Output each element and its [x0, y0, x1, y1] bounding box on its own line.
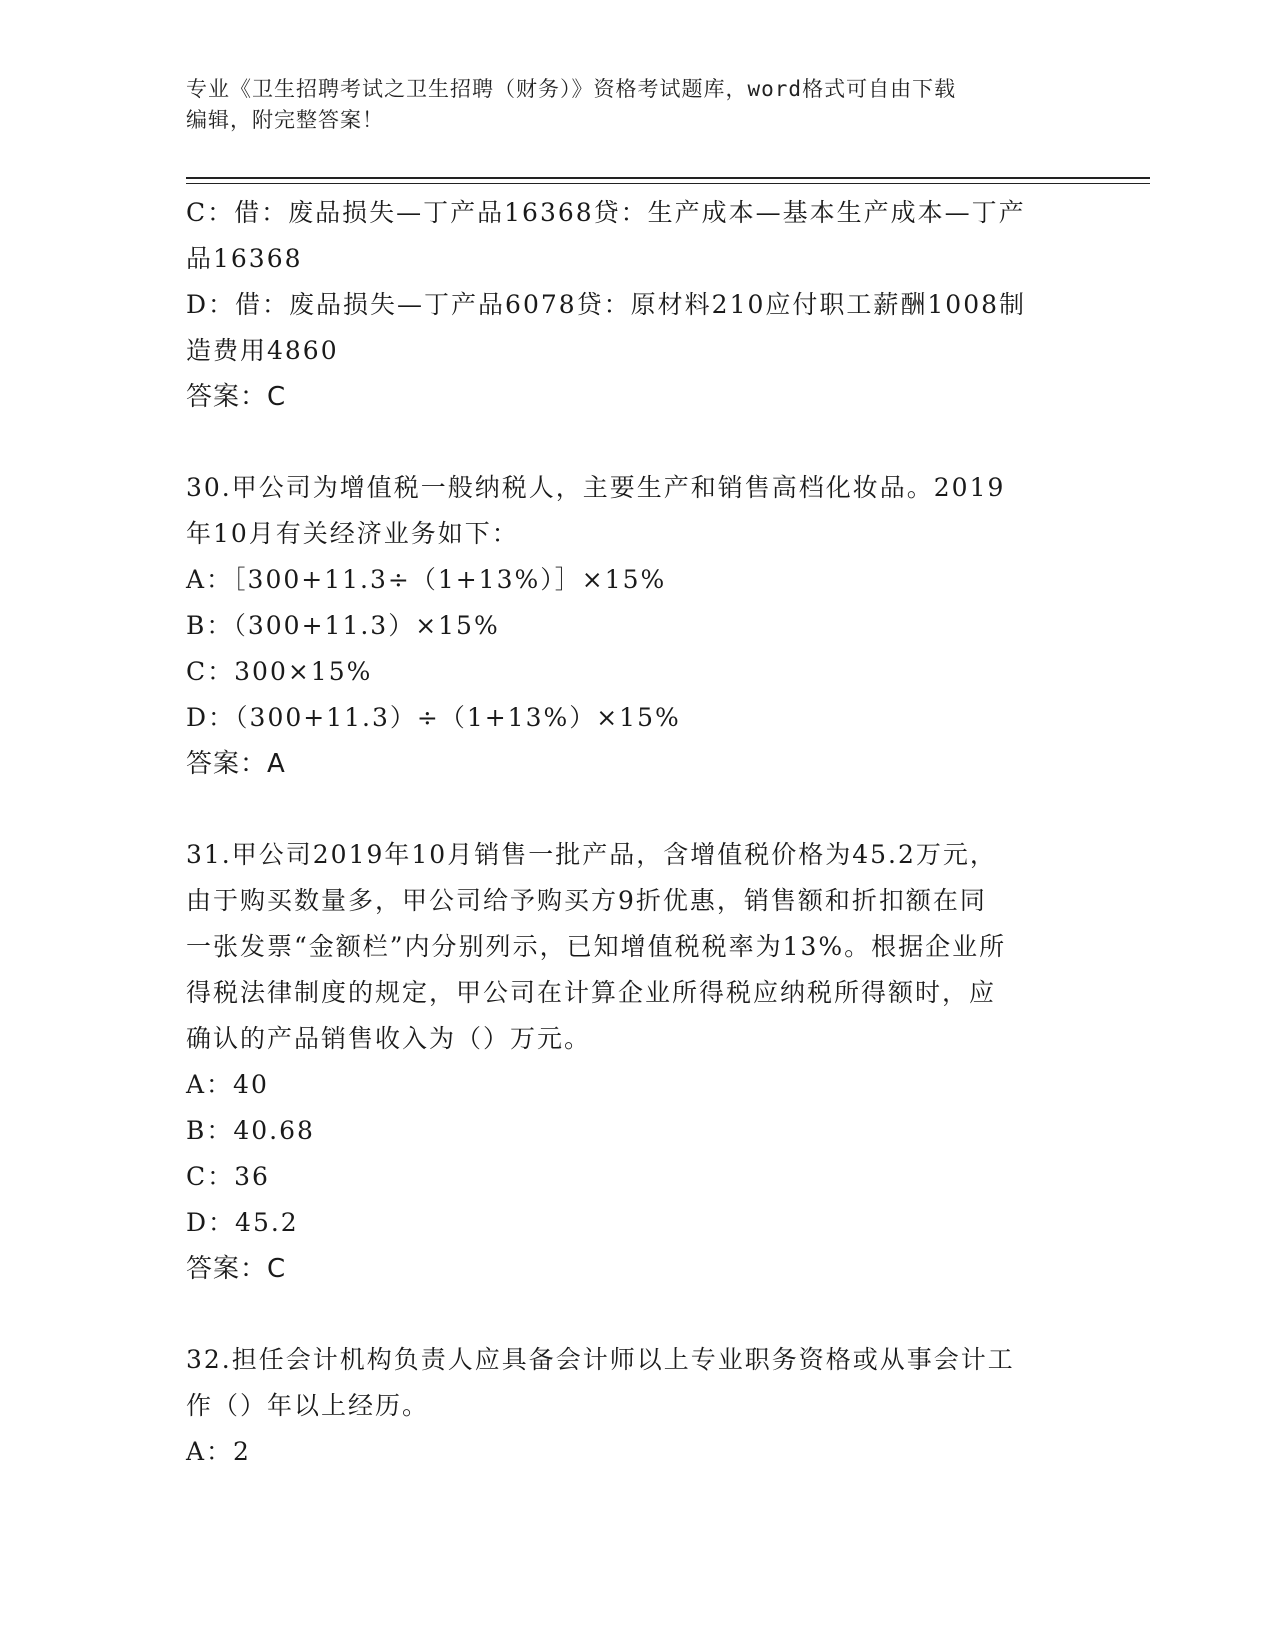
option-text: 品16368 [186, 244, 303, 273]
header-line-1: 专业《卫生招聘考试之卫生招聘（财务）》资格考试题库，word格式可自由下载 [186, 77, 957, 101]
question-stem: 确认的产品销售收入为（）万元。 [186, 1024, 592, 1053]
header-divider-thin [186, 183, 1150, 184]
question-stem: 一张发票“金额栏”内分别列示，已知增值税税率为13%。根据企业所 [186, 932, 1007, 961]
answer-line: 答案：C [186, 1254, 287, 1284]
option-b: B：（300+11.3）×15% [186, 611, 500, 640]
option-d: D：45.2 [186, 1208, 299, 1237]
question-30 [186, 465, 1086, 787]
option-text: 造费用4860 [186, 336, 339, 365]
option-c: C：36 [186, 1162, 270, 1191]
question-stem: 年10月有关经济业务如下： [186, 519, 519, 548]
question-stem: 得税法律制度的规定，甲公司在计算企业所得税应纳税所得额时，应 [186, 978, 997, 1007]
option-a: A：40 [186, 1070, 269, 1099]
question-stem: 由于购买数量多，甲公司给予购买方9折优惠，销售额和折扣额在同 [186, 886, 987, 915]
option-text: D：借：废品损失—丁产品6078贷：原材料210应付职工薪酬1008制 [186, 290, 1027, 319]
option-d: D：（300+11.3）÷（1+13%）×15% [186, 703, 681, 732]
question-31 [186, 832, 1086, 1292]
answer-line: 答案：A [186, 749, 286, 779]
option-a: A：［300+11.3÷（1+13%）］×15% [186, 565, 667, 594]
document-header [186, 74, 1086, 136]
question-stem: 32.担任会计机构负责人应具备会计师以上专业职务资格或从事会计工 [186, 1345, 1015, 1374]
header-line-2: 编辑，附完整答案！ [186, 108, 384, 132]
question-stem: 31.甲公司2019年10月销售一批产品，含增值税价格为45.2万元， [186, 840, 997, 869]
option-b: B：40.68 [186, 1116, 315, 1145]
option-a: A：2 [186, 1437, 251, 1466]
question-32 [186, 1337, 1086, 1475]
question-stem: 30.甲公司为增值税一般纳税人，主要生产和销售高档化妆品。2019 [186, 473, 1006, 502]
option-text: C：借：废品损失—丁产品16368贷：生产成本—基本生产成本—丁产 [186, 198, 1026, 227]
question-stem: 作（）年以上经历。 [186, 1391, 430, 1420]
header-divider-thick [186, 177, 1150, 179]
option-c: C：300×15% [186, 657, 373, 686]
question-29-tail [186, 190, 1086, 420]
question-content [186, 190, 1086, 1475]
answer-line: 答案：C [186, 382, 287, 412]
